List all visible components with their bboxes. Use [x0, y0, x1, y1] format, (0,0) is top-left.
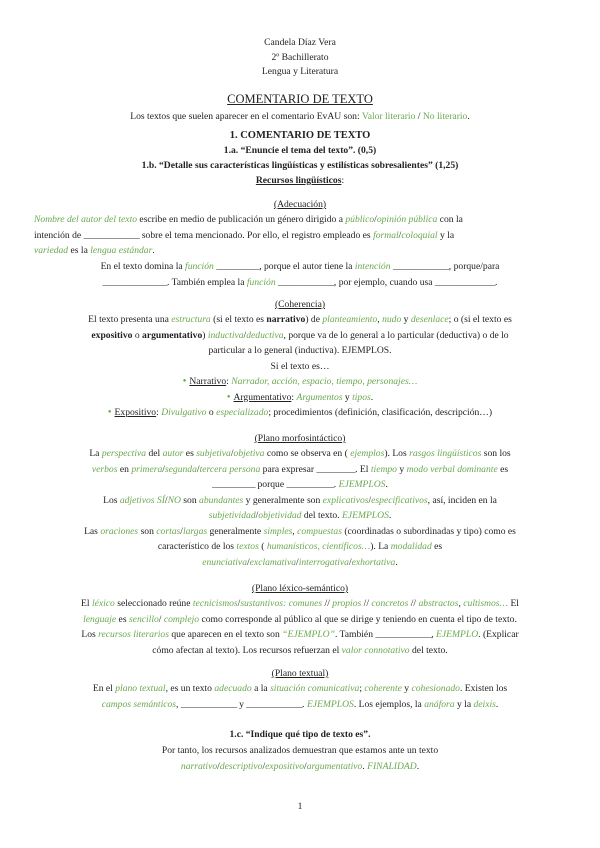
text-run: . Los ejemplos, la — [353, 698, 425, 710]
text-run: (Plano textual) — [271, 668, 329, 679]
text-run: , es un texto — [165, 683, 215, 694]
text-run: . También — [334, 629, 376, 640]
text-run: cortas — [156, 525, 181, 537]
text-run: formal — [373, 229, 399, 241]
text-run: cómo afectan al texto). Los recursos refuerzan el — [152, 644, 342, 656]
question-1c: 1.c. “Indique qué tipo de texto es”. — [229, 729, 371, 740]
text-run: , porque/para — [448, 261, 500, 272]
text-run: y — [236, 698, 247, 710]
text-run: // — [408, 598, 419, 609]
text-run: . — [395, 556, 398, 568]
text-line — [34, 508, 566, 524]
text-run: expositivo — [265, 760, 305, 772]
text-run: en — [117, 463, 132, 475]
text-run: ; procedimientos (definición, clasificación, descripción…) — [268, 407, 493, 419]
text-line — [34, 681, 566, 697]
text-run: . — [495, 276, 498, 288]
intro-line — [34, 109, 566, 125]
text-run: EJEMPLOS — [341, 510, 389, 521]
text-run: . — [385, 479, 388, 490]
text-run: textos — [236, 541, 259, 552]
text-run: , así, inciden en la — [427, 494, 497, 506]
text-run: subjetiva — [196, 448, 231, 459]
text-run: ; — [359, 683, 365, 694]
text-run: / — [158, 613, 164, 625]
text-run: / — [255, 510, 259, 521]
text-line — [34, 477, 566, 493]
text-run: / — [262, 760, 266, 772]
bullet-icon: ● — [182, 378, 187, 385]
text-run: y la — [437, 229, 455, 241]
text-run: ejemplos — [350, 448, 385, 459]
text-run: y — [401, 683, 412, 694]
coherencia-heading — [34, 297, 566, 313]
text-run: _______________ — [102, 276, 167, 288]
text-run: expositivo — [91, 329, 133, 341]
text-run: del texto. — [409, 644, 448, 656]
bullet-icon: ● — [226, 393, 231, 400]
text-run: (Coherencia) — [274, 299, 326, 310]
text-run: ( — [258, 541, 267, 552]
text-run: __________ — [212, 479, 256, 490]
bullet-expositivo — [34, 405, 566, 421]
text-run: Las — [84, 525, 101, 537]
text-run: : — [291, 391, 297, 403]
text-run: modo verbal dominante — [406, 463, 498, 475]
text-run: como se observa en ( — [264, 448, 351, 459]
text-run: ______________ — [434, 276, 496, 288]
text-run: generalmente — [207, 525, 264, 537]
text-run: sobre el tema mencionado. Por ello, el registro empleado es — [139, 229, 374, 241]
text-run: a la — [251, 683, 271, 694]
text-run: / — [237, 598, 241, 609]
text-run: Los — [81, 629, 99, 640]
lexico-paragraph — [34, 596, 566, 658]
text-run: es la — [68, 245, 91, 256]
text-run: : — [156, 407, 162, 419]
text-run: objetiva — [233, 448, 265, 459]
text-run: es — [183, 448, 197, 459]
text-line — [34, 697, 566, 713]
text-run: del — [146, 448, 163, 459]
coherencia-paragraph — [34, 312, 566, 421]
text-run: perspectiva — [101, 448, 147, 459]
text-run: desenlace — [410, 314, 449, 325]
text-run: inductiva — [207, 329, 244, 341]
text-run: coloquial — [401, 229, 438, 241]
text-run: situación comunicativa — [270, 683, 360, 694]
text-run: (Adecuación) — [273, 199, 327, 210]
text-run: intención de — [34, 229, 84, 241]
text-run: narrativo — [180, 760, 218, 772]
text-run: / — [398, 229, 402, 241]
text-run: _____________ — [278, 276, 334, 288]
text-line — [34, 275, 566, 291]
morfosintactico-heading — [34, 431, 566, 447]
text-run: . — [152, 245, 155, 256]
text-run: ___________ — [286, 479, 334, 490]
text-run: El — [508, 598, 519, 609]
text-run: // — [361, 598, 372, 609]
text-run: público — [345, 214, 375, 225]
text-run: Divulgativo — [161, 407, 207, 419]
text-run: o — [132, 329, 143, 341]
text-run: / — [230, 448, 234, 459]
text-run: _____________ — [180, 698, 237, 710]
text-line — [34, 596, 566, 612]
text-line — [34, 259, 566, 275]
text-run: humanísticos, científicos… — [266, 541, 371, 552]
text-run: deixis — [473, 698, 496, 710]
text-run: “EJEMPLO” — [282, 629, 335, 640]
adecuacion-paragraph — [34, 212, 566, 259]
text-run: exhortativa — [351, 556, 396, 568]
text-run: y — [396, 463, 407, 475]
question-1a: 1.a. “Enuncie el tema del texto”. (0,5) — [223, 145, 377, 156]
text-run: para expresar — [260, 463, 317, 475]
text-run: son los — [481, 448, 511, 459]
text-run: , — [292, 525, 298, 537]
text-run: _____________ — [246, 698, 303, 710]
text-run: Argumentos — [296, 391, 343, 403]
text-run: (Plano morfosintáctico) — [254, 433, 346, 444]
text-run: coherente — [364, 683, 402, 694]
text-run: , por ejemplo, cuando usa — [333, 276, 435, 288]
text-line — [34, 312, 566, 328]
bullet-argumentativo — [34, 390, 566, 406]
text-run: deductiva — [246, 329, 284, 341]
text-run: ) — [202, 329, 208, 341]
text-run: recursos literarios — [98, 629, 169, 640]
text-run: / — [196, 463, 200, 475]
question-1b: 1.b. “Detalle sus características lingüísticas y estilísticas sobresalientes” (1,25) — [141, 160, 459, 171]
text-run: / — [415, 111, 423, 122]
text-run: y — [401, 314, 411, 325]
text-run: // — [322, 598, 333, 609]
text-run: léxico — [91, 598, 115, 609]
bullet-icon: ● — [107, 409, 112, 416]
text-run: / — [374, 214, 377, 225]
text-run: En el texto domina la — [100, 261, 186, 272]
text-run: ) de — [305, 314, 323, 325]
text-run: enunciativa — [202, 556, 247, 568]
text-run: verbos — [91, 463, 118, 475]
text-run: . — [416, 760, 420, 772]
text-run: NO — [167, 494, 181, 506]
text-run: del texto. — [301, 510, 342, 521]
text-run: planteamiento — [322, 314, 378, 325]
text-run: compuestas — [297, 525, 342, 537]
text-run: EJEMPLOS — [338, 479, 386, 490]
text-run: tercera persona — [199, 463, 261, 475]
text-run: . El — [355, 463, 371, 475]
text-run: . También emplea la — [166, 276, 247, 288]
text-run: plano textual — [115, 683, 166, 694]
text-run: Argumentativo — [233, 391, 292, 403]
text-run: (Plano léxico-semántico) — [251, 583, 349, 594]
text-run: opinión pública — [376, 214, 438, 225]
recursos-heading: Recursos lingüísticos — [255, 175, 342, 186]
text-run: narrativo — [266, 314, 306, 325]
text-run: especificativos — [371, 494, 428, 506]
text-run: . — [302, 698, 307, 710]
text-run: estructura — [171, 314, 211, 325]
text-run: . Existen los — [459, 683, 508, 694]
textual-heading — [34, 666, 566, 682]
text-run: función — [185, 261, 217, 272]
text-run: es — [497, 463, 509, 475]
subject-name: Lengua y Literatura — [261, 66, 339, 77]
text-run: , — [377, 314, 383, 325]
text-run: / — [180, 525, 183, 537]
text-run: y la — [454, 698, 474, 710]
text-line — [34, 524, 566, 540]
text-run: : — [226, 376, 232, 387]
text-line — [34, 462, 566, 478]
text-run: El — [81, 598, 92, 609]
text-run: son — [180, 494, 200, 506]
morfosintactico-paragraph — [34, 446, 566, 570]
text-run: El texto presenta una — [88, 314, 172, 325]
text-run: EJEMPLOS — [306, 698, 354, 710]
text-run: _____________ — [83, 229, 140, 241]
page-title: COMENTARIO DE TEXTO — [227, 92, 373, 106]
text-run: y — [342, 391, 353, 403]
text-run: / — [304, 760, 307, 772]
text-run: variedad — [34, 245, 69, 256]
text-run: valor connotativo — [341, 644, 410, 656]
text-run: rasgos lingüísticos — [409, 448, 482, 459]
text-run: abstractos — [418, 598, 459, 609]
text-run: Los textos que suelen aparecer en el comentario EvAU son: — [130, 111, 362, 122]
text-run: subjetividad — [208, 510, 256, 521]
text-line — [34, 612, 566, 628]
text-line — [34, 212, 566, 228]
text-run: característico de los — [157, 541, 237, 552]
text-run: __________ — [216, 261, 260, 272]
text-run: / — [217, 760, 220, 772]
text-run: cohesionado — [411, 683, 460, 694]
text-run: concretos — [371, 598, 409, 609]
text-run: . (Explicar — [478, 629, 519, 640]
text-line — [34, 173, 566, 188]
text-run: , — [458, 598, 464, 609]
text-run: interrogativa — [298, 556, 349, 568]
text-run: tipos — [352, 391, 371, 403]
text-run: anáfora — [424, 698, 455, 710]
text-run: modalidad — [390, 541, 432, 552]
lexico-heading — [34, 581, 566, 597]
text-run: Los — [103, 494, 120, 506]
text-line — [34, 493, 566, 509]
text-line — [34, 539, 566, 555]
text-run: , — [431, 629, 437, 640]
bullet-narrativo — [34, 374, 566, 390]
text-run: cultismos… — [463, 598, 509, 609]
text-run: sustantivos: comunes — [240, 598, 323, 609]
text-run: Narrativo — [189, 376, 227, 387]
text-run: / — [348, 556, 352, 568]
text-run: descriptivo — [219, 760, 263, 772]
text-run: Expositivo — [114, 407, 157, 419]
text-run: son — [138, 525, 157, 537]
text-run: / — [247, 556, 250, 568]
course-name: 2º Bachillerato — [271, 51, 329, 63]
text-run: especializado — [216, 407, 269, 419]
author-name: Candela Díaz Vera — [264, 37, 336, 48]
text-run: Narrador, acción, espacio, tiempo, personajes… — [231, 376, 418, 387]
text-run: FINALIDAD — [367, 760, 417, 772]
author-header — [34, 36, 566, 80]
text-run: lengua estándar — [90, 245, 153, 256]
text-run: escribe en medio de publicación un género dirigido a — [137, 214, 346, 225]
text-line — [34, 446, 566, 462]
text-run: _____________ — [375, 629, 432, 640]
text-run: función — [246, 276, 279, 288]
text-run: ). La — [370, 541, 391, 552]
text-run: , — [176, 698, 181, 710]
text-line — [34, 228, 566, 244]
text-run: lenguaje — [83, 613, 117, 625]
text-run: Nombre del autor del texto — [34, 214, 138, 225]
text-run: argumentativo — [306, 760, 363, 772]
text-run: oraciones — [100, 525, 139, 537]
textual-paragraph — [34, 681, 566, 712]
text-run: adecuado — [214, 683, 252, 694]
text-run: : — [341, 175, 345, 186]
text-run: autor — [162, 448, 184, 459]
text-line — [34, 643, 566, 659]
text-run: como corresponde al público al que se dirige y teniendo en cuenta el tipo de texto. — [199, 613, 517, 625]
text-run: _________ — [316, 463, 356, 475]
text-line — [34, 328, 566, 344]
text-line — [34, 243, 566, 259]
text-run: nudo — [382, 314, 402, 325]
text-run: argumentativo — [142, 329, 203, 341]
text-run: . — [333, 479, 339, 490]
text-run: sencillo — [128, 613, 159, 625]
text-run: . — [362, 760, 368, 772]
text-run: . — [388, 510, 392, 521]
text-run: seleccionado reúne — [114, 598, 193, 609]
text-run: propios — [332, 598, 362, 609]
section-1-heading — [34, 128, 566, 188]
text-run: / — [164, 494, 168, 506]
text-run: largas — [182, 525, 208, 537]
text-run: segunda — [164, 463, 197, 475]
text-run: / — [368, 494, 372, 506]
text-run: . — [467, 111, 470, 122]
text-run: En el — [92, 683, 116, 694]
text-run: (si el texto es — [210, 314, 267, 325]
text-run: Por tanto, los recursos analizados demuestran que estamos ante un texto — [161, 745, 439, 756]
text-run: particular a lo general (inductiva). EJEMPLOS. — [208, 345, 392, 356]
text-run: adjetivos SÍ — [119, 494, 165, 506]
text-run: (coordinadas o subordinadas y tipo) como es — [341, 525, 516, 537]
text-run: que aparecen en el texto son — [168, 629, 283, 640]
adecuacion-heading — [34, 197, 566, 213]
text-run: primera — [131, 463, 163, 475]
text-run: No literario — [422, 111, 468, 122]
text-run: _____________ — [392, 261, 449, 272]
funcion-paragraph — [34, 259, 566, 290]
text-run: 1. COMENTARIO DE TEXTO — [229, 130, 371, 141]
text-line — [34, 627, 566, 643]
text-run: o — [206, 407, 217, 419]
text-run: explicativos — [322, 494, 369, 506]
text-run: intención — [354, 261, 393, 272]
text-run: ). Los — [384, 448, 410, 459]
text-run: . — [495, 698, 499, 710]
text-run: , porque el autor tiene la — [259, 261, 355, 272]
text-run: La — [89, 448, 102, 459]
text-run: abundantes — [199, 494, 244, 506]
text-run: objetividad — [258, 510, 302, 521]
text-run: campos semánticos — [101, 698, 177, 710]
text-run: . — [370, 391, 374, 403]
text-run: Valor literario — [361, 111, 416, 122]
text-run: simples — [263, 525, 293, 537]
text-run: exclamativa — [249, 556, 297, 568]
text-run: / — [162, 463, 165, 475]
page-number: 1 — [297, 801, 303, 812]
text-run: complejo — [163, 613, 200, 625]
text-line — [34, 759, 566, 775]
text-run: con la — [437, 214, 463, 225]
text-line — [34, 555, 566, 571]
text-run: tecnicismos — [192, 598, 238, 609]
text-run: porque — [255, 479, 287, 490]
conclusion-paragraph — [34, 743, 566, 774]
text-run: es — [431, 541, 443, 552]
text-run: es — [116, 613, 129, 625]
text-run: Si el texto es… — [270, 360, 330, 372]
text-run: tiempo — [370, 463, 397, 475]
text-run: / — [296, 556, 299, 568]
text-run: , porque va de lo general a lo particular (deductiva) o de lo — [283, 329, 509, 341]
text-run: EJEMPLO — [436, 629, 479, 640]
text-run: / — [243, 329, 247, 341]
text-run: y generalmente son — [243, 494, 323, 506]
text-run: ; o (si el texto es — [448, 314, 512, 325]
